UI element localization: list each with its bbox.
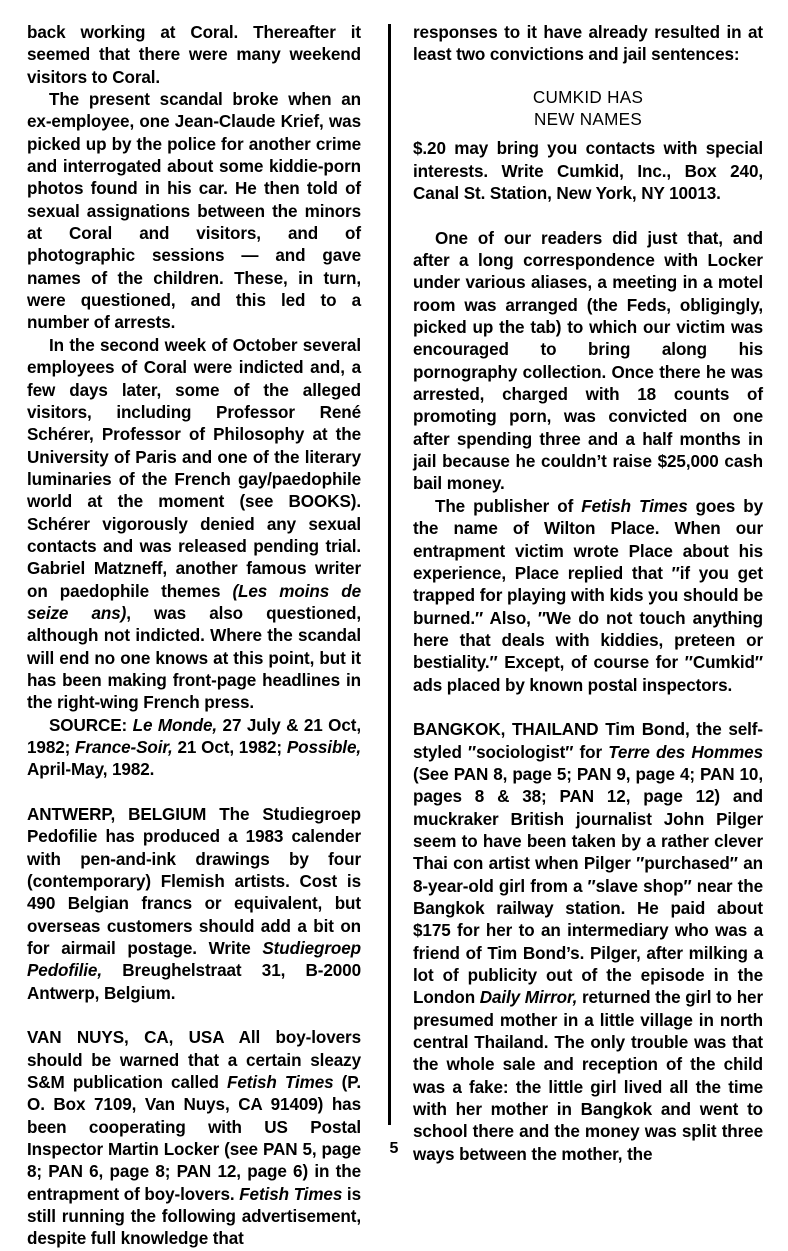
italic-run: Terre des Hommes <box>608 742 763 762</box>
text-run: back working at Coral. Thereafter it seemed that there were many weekend visitors to Coral. <box>27 23 361 87</box>
advertisement-body-text: $.20 may bring you contacts with special interests. Write Cumkid, Inc., Box 240, Canal St. Station, New York, NY 10013. <box>413 139 763 204</box>
paragraph-coral-continued <box>27 22 361 89</box>
text-run: ANTWERP, BELGIUM The Studiegroep Pedofilie has produced a 1983 calender with pen-and-ink drawings by four (contemporary) Flemish artists. Cost is 490 Belgian francs or equivalent, but overseas customers should add a bit on for airmail postage. Write <box>27 804 361 959</box>
text-run: The present scandal broke when an ex-employee, one Jean-Claude Krief, was picked up by the police for another crime and interrogated about some kiddie-porn photos found in his car. He then told of sexual assignations between the minors at Coral and visitors, and of photographic sessions — and gave names of the children. These, in turn, were questioned, and this led to a number of arrests. <box>27 90 361 333</box>
advertisement-headline <box>413 87 763 132</box>
italic-run: Studiegroep Pedofilie, <box>27 939 361 981</box>
right-column <box>389 22 788 1166</box>
italic-run: Possible, <box>286 738 361 757</box>
paragraph-source-citation <box>27 715 361 782</box>
text-run: is still running the following advertisement, despite full knowledge that <box>27 1184 361 1249</box>
paragraph-responses-convictions <box>413 22 763 67</box>
paragraph-present-scandal <box>27 89 361 335</box>
italic-run: Fetish Times <box>227 1073 334 1093</box>
advertisement-headline-line-2: NEW NAMES <box>533 110 643 130</box>
italic-run: (Les moins de seize ans) <box>27 581 361 623</box>
text-run: In the second week of October several employees of Coral were indicted and, a few days later, some of the alleged visitors, including Professor René Schérer, Professor of Philosophy at the University of Paris and one of the literary luminaries of the French gay/paedophile world at the moment (see BOOKS). Schérer vigorously denied any sexual contacts and was released pending trial. Gabriel Matzneff, another famous writer on paedophile themes <box>27 335 361 601</box>
italic-run: France-Soir, <box>75 738 173 757</box>
text-run: One of our readers did just that, and after a long correspondence with Locker under various aliases, a meeting in a motel room was arranged (the Feds, obligingly, picked up the tab) to which our victim was encouraged to bring along his pornography collection. Once there he was arrested, charged with 18 counts of promoting porn, was convicted on one after spending three and a half months in jail because he couldn’t raise $25,000 cash bail money. <box>413 228 763 494</box>
italic-run: Fetish Times <box>581 496 688 516</box>
page-number: 5 <box>389 1140 399 1157</box>
paragraph-one-of-our-readers <box>413 228 763 496</box>
text-run: returned the girl to her presumed mother in a little village in north central Thailand. The only trouble was that the whole sale and reception of the child was a fake: the little girl lived all the time with her mother in Bangkok and went to school there and the money was split three ways between the mother, the <box>413 988 763 1164</box>
paragraph-second-week-october <box>27 335 361 715</box>
text-run: BANGKOK, THAILAND Tim Bond, the self-styled ″sociologist″ for <box>413 720 763 762</box>
left-column <box>0 22 389 1251</box>
text-run: VAN NUYS, CA, USA All boy-lovers should be warned that a certain sleazy S&M publication called <box>27 1028 361 1093</box>
text-run: (See PAN 8, page 5; PAN 9, page 4; PAN 10, pages 8 & 38; PAN 12, page 12) and muckraker British journalist John Pilger seem to have been taken by a rather clever Thai con artist when Pilger ″purchased″ an 8-year-old girl from a ″slave shop″ near the Bangkok railway station. He paid about $175 for her to an intermediary who was a friend of Tim Bond’s. Pilger, after milking a lot of publicity out of the episode in the London <box>413 764 763 1008</box>
text-run: responses to it have already resulted in at least two convictions and jail sentences: <box>413 23 763 65</box>
text-run: 21 Oct, 1982; <box>172 738 287 757</box>
paragraph-publisher-wilton-place <box>413 496 763 697</box>
text-run: goes by the name of Wilton Place. When our entrapment victim wrote Place about his experience, Place replied that ″if you get trapped for playing with kids you should be burned.″ Also, ″We do not touch anything here that deals with kiddies, preteen or bestiality.″ Except, of course for ″Cumkid″ ads placed by known postal inspectors. <box>413 496 763 695</box>
advertisement-headline-line-1: CUMKID HAS <box>532 87 644 107</box>
paragraph-bangkok-thailand <box>413 719 763 1166</box>
italic-run: Daily Mirror, <box>479 988 578 1008</box>
two-column-body <box>0 22 788 1249</box>
text-run: , was also questioned, although not indicted. Where the scandal will end no one knows at this point, but it has been making front-page headlines in the right-wing French press. <box>27 603 361 713</box>
paragraph-antwerp-belgium <box>27 804 361 1005</box>
text-run: Breughelstraat 31, B-2000 Antwerp, Belgium. <box>27 961 361 1003</box>
advertisement-cumkid <box>413 87 763 206</box>
text-run: (P. O. Box 7109, Van Nuys, CA 91409) has been cooperating with US Postal Inspector Martin Locker (see PAN 5, page 8; PAN 6, page 8; PAN 12, page 6) in the entrapment of boy-lovers. <box>27 1073 361 1204</box>
italic-run: Le Monde, <box>132 715 218 735</box>
italic-run: Fetish Times <box>239 1184 343 1204</box>
text-run: The publisher of <box>435 496 582 516</box>
text-run: 27 July & 21 Oct, 1982; <box>27 715 361 757</box>
text-run: April-May, 1982. <box>27 760 155 780</box>
text-run: SOURCE: <box>49 715 133 735</box>
